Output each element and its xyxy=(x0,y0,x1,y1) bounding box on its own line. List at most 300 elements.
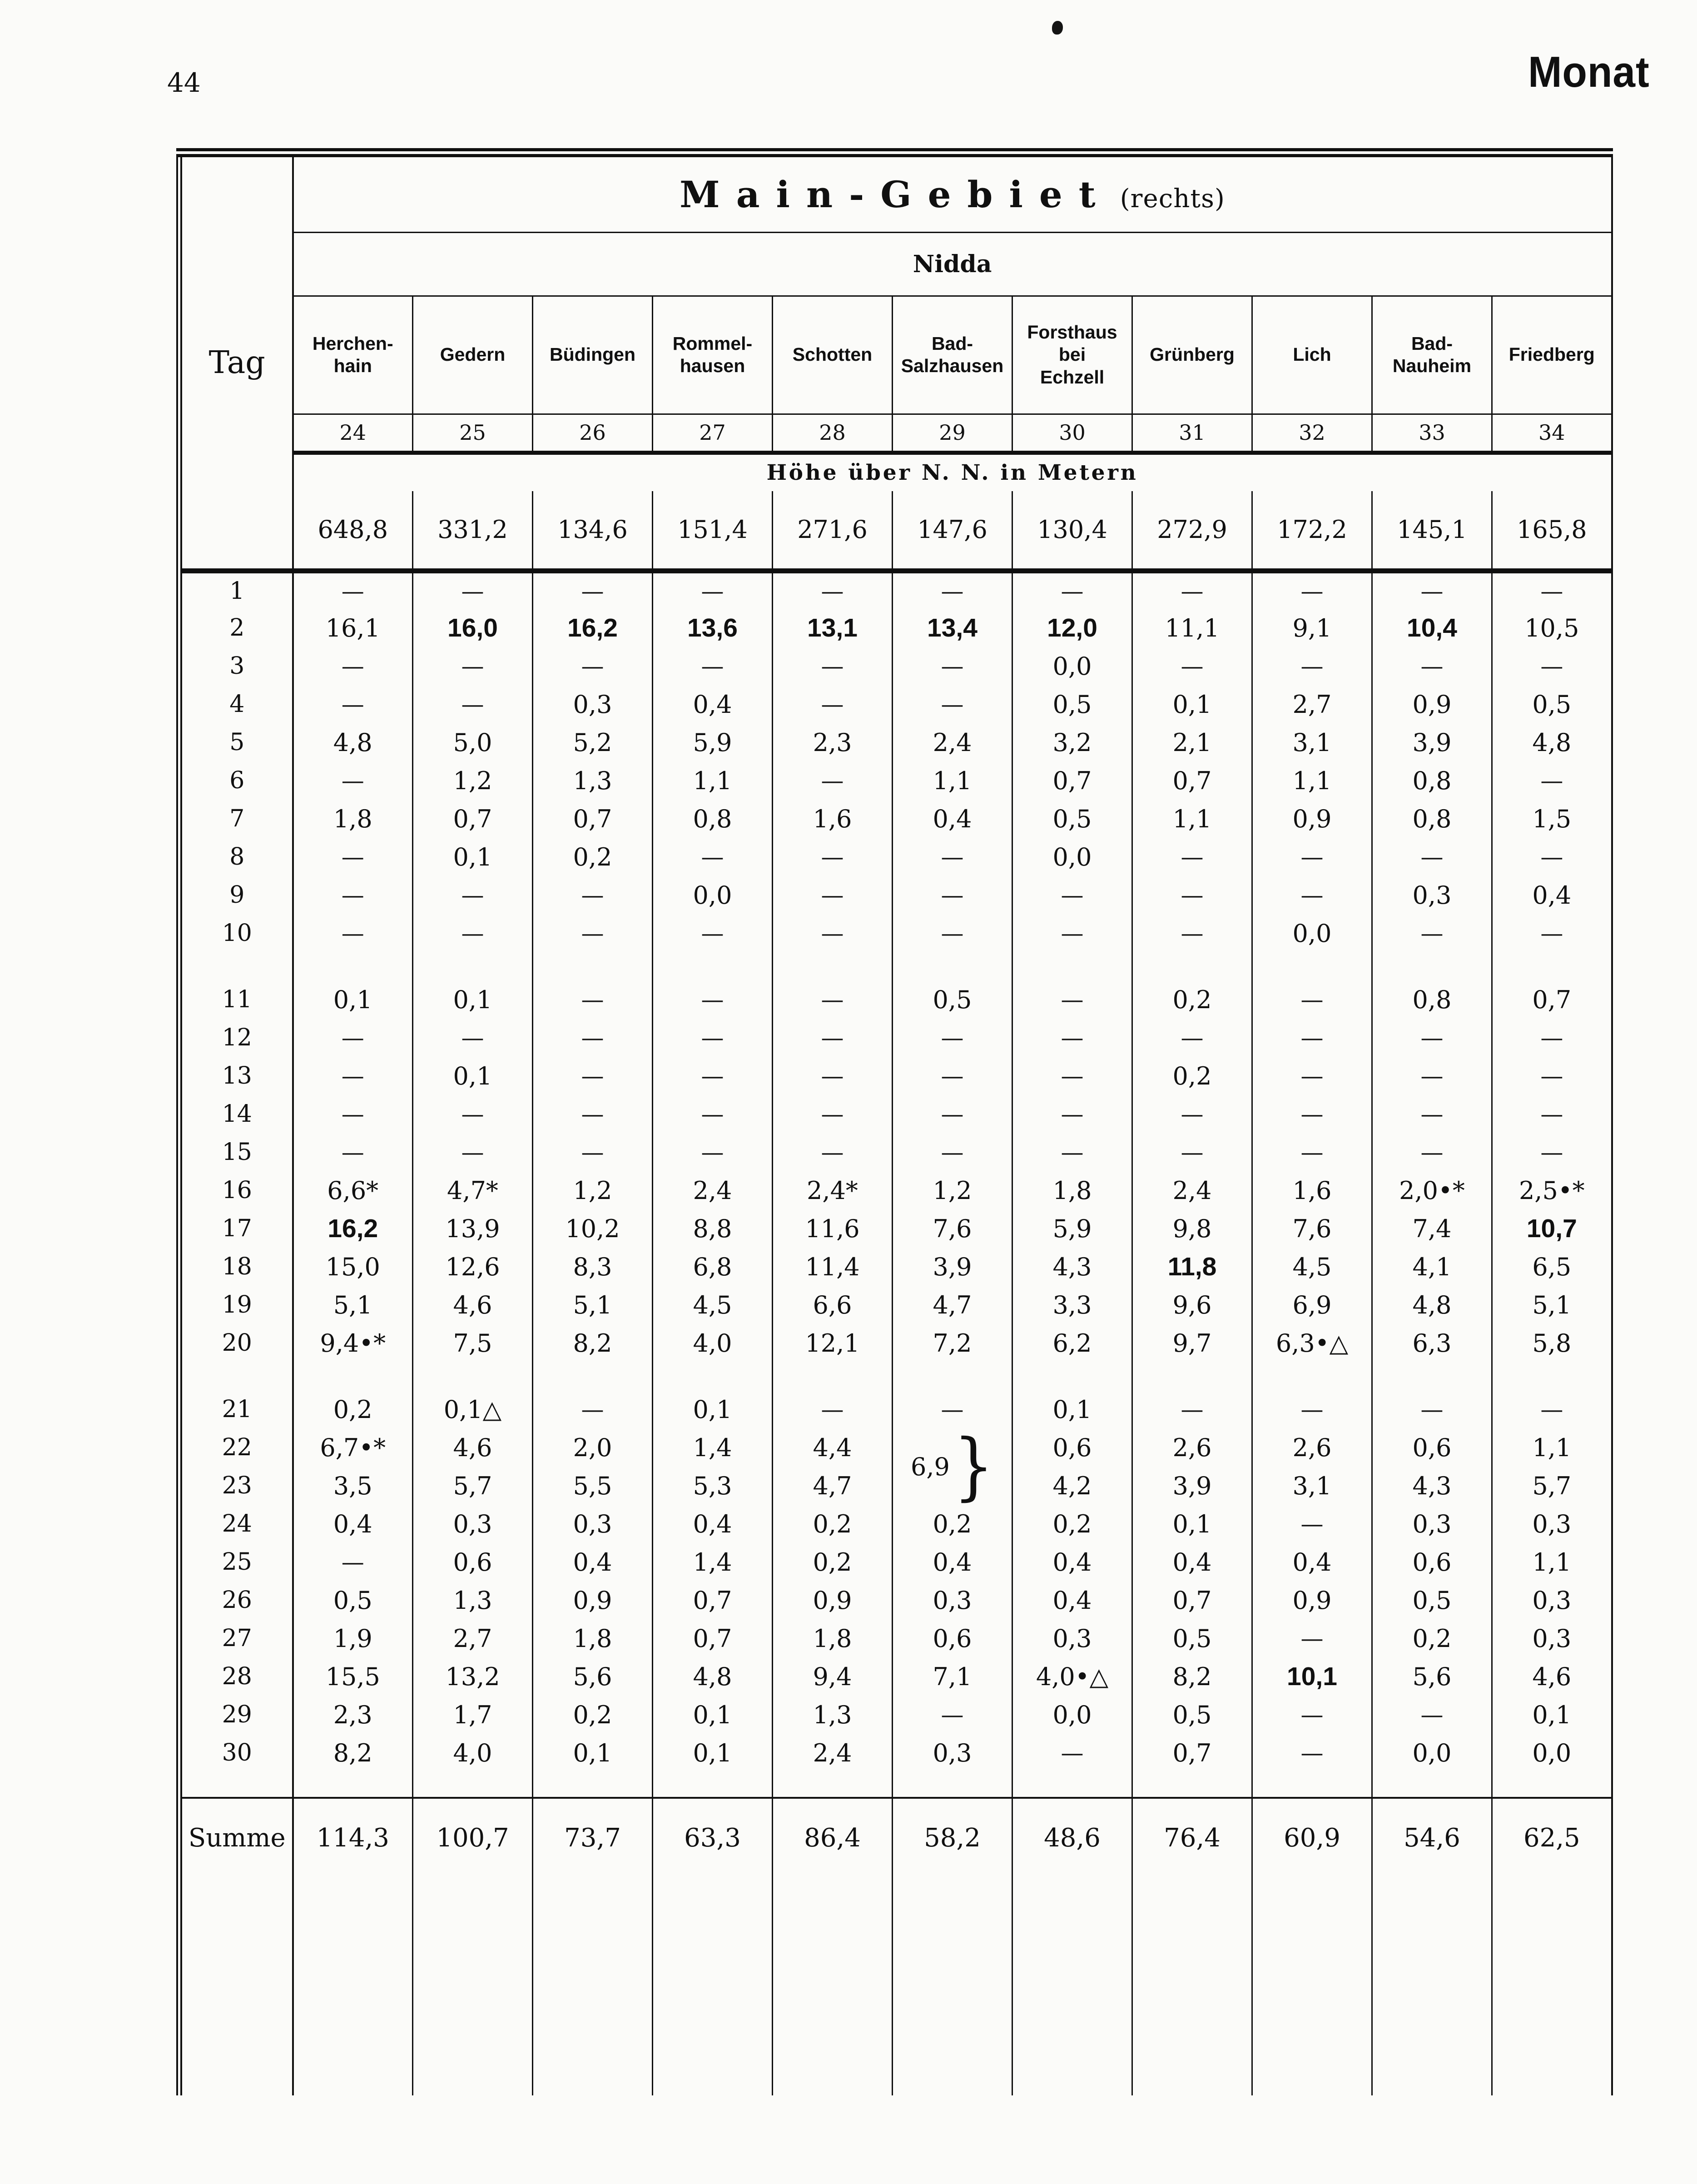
spacer-cell xyxy=(773,1772,893,1798)
day-value: 0,2 xyxy=(1132,1057,1252,1095)
day-value: 6,5 xyxy=(1492,1248,1612,1286)
day-value: — xyxy=(1132,1390,1252,1428)
day-row xyxy=(179,980,1612,1019)
day-value: 2,3 xyxy=(293,1696,413,1734)
day-number: 2 xyxy=(229,614,245,642)
day-number: 20 xyxy=(222,1329,252,1357)
region-title: Main-Gebiet xyxy=(680,173,1112,216)
day-row xyxy=(179,838,1612,876)
day-value: 0,9 xyxy=(1372,685,1492,723)
station-header: Friedberg xyxy=(1492,296,1612,414)
day-value: — xyxy=(893,571,1012,609)
day-number: 10 xyxy=(222,920,252,947)
day-value: 13,4 xyxy=(893,609,1012,647)
day-value: — xyxy=(533,647,653,685)
day-value: — xyxy=(653,1133,773,1171)
day-value: — xyxy=(413,1095,533,1133)
day-value: — xyxy=(1012,1734,1132,1772)
day-value: 3,9 xyxy=(893,1248,1012,1286)
day-value: 3,5 xyxy=(293,1467,413,1505)
measurement-table xyxy=(176,148,1613,2095)
day-number: 17 xyxy=(222,1215,252,1242)
station-elevation: 271,6 xyxy=(773,491,893,571)
day-value: 4,7 xyxy=(893,1286,1012,1324)
day-value: 0,3 xyxy=(533,685,653,723)
day-number: 4 xyxy=(229,691,245,718)
day-value: — xyxy=(1492,1133,1612,1171)
day-value: 4,0 xyxy=(653,1324,773,1362)
day-number: 15 xyxy=(222,1139,252,1166)
day-value: — xyxy=(533,1095,653,1133)
day-value: 0,1 xyxy=(293,980,413,1019)
day-value: 3,9 xyxy=(1372,723,1492,761)
sum-value: 73,7 xyxy=(533,1798,653,1877)
day-value: 0,7 xyxy=(1132,1734,1252,1772)
spacer-cell xyxy=(1132,1362,1252,1390)
day-value: 1,3 xyxy=(773,1696,893,1734)
merged-value: 6,9 xyxy=(911,1452,950,1481)
day-value: 3,1 xyxy=(1252,723,1372,761)
day-row xyxy=(179,914,1612,952)
day-value: — xyxy=(893,838,1012,876)
day-value: — xyxy=(1372,1019,1492,1057)
day-row xyxy=(179,800,1612,838)
day-value: 4,0•△ xyxy=(1012,1657,1132,1696)
day-value: 11,8 xyxy=(1132,1248,1252,1286)
day-value: 0,0 xyxy=(1012,1696,1132,1734)
day-value: — xyxy=(1132,914,1252,952)
day-value: 1,1 xyxy=(1492,1543,1612,1581)
day-value: 0,9 xyxy=(1252,800,1372,838)
spacer-cell xyxy=(179,1877,293,2095)
day-value: 0,6 xyxy=(1372,1543,1492,1581)
day-value: 4,5 xyxy=(1252,1248,1372,1286)
day-value: 6,6* xyxy=(293,1171,413,1209)
day-value: 8,2 xyxy=(1132,1657,1252,1696)
station-elevation-row xyxy=(179,491,1612,571)
day-value: 0,3 xyxy=(1492,1619,1612,1657)
day-value: 1,8 xyxy=(1012,1171,1132,1209)
station-elevation: 165,8 xyxy=(1492,491,1612,571)
spacer-cell xyxy=(1132,1877,1252,2095)
day-value: 0,2 xyxy=(1132,980,1252,1019)
day-value: 4,4 xyxy=(773,1428,893,1467)
station-elevation: 151,4 xyxy=(653,491,773,571)
day-value: 0,5 xyxy=(293,1581,413,1619)
spacer-cell xyxy=(413,952,533,980)
day-value: 12,1 xyxy=(773,1324,893,1362)
day-value: 0,1 xyxy=(653,1734,773,1772)
day-value: 6,2 xyxy=(1012,1324,1132,1362)
day-number: 16 xyxy=(222,1177,252,1204)
day-value: — xyxy=(1132,1133,1252,1171)
day-value: — xyxy=(1252,571,1372,609)
day-row xyxy=(179,1209,1612,1248)
day-number: 5 xyxy=(229,729,245,756)
day-number: 8 xyxy=(229,843,245,871)
day-value: 1,3 xyxy=(413,1581,533,1619)
day-value: 7,4 xyxy=(1372,1209,1492,1248)
day-value: 2,3 xyxy=(773,723,893,761)
station-header: Bad- Nauheim xyxy=(1372,296,1492,414)
station-header: Gedern xyxy=(413,296,533,414)
day-value: — xyxy=(293,838,413,876)
day-value: 0,0 xyxy=(1012,838,1132,876)
station-elevation: 145,1 xyxy=(1372,491,1492,571)
spacer-cell xyxy=(1372,952,1492,980)
spacer-cell xyxy=(413,1362,533,1390)
station-header: Lich xyxy=(1252,296,1372,414)
station-elevation: 130,4 xyxy=(1012,491,1132,571)
page-number: 44 xyxy=(167,67,201,98)
day-number: 1 xyxy=(229,577,245,605)
station-header: Forsthaus bei Echzell xyxy=(1012,296,1132,414)
station-elevation: 331,2 xyxy=(413,491,533,571)
spacer-cell xyxy=(1492,1772,1612,1798)
day-value: — xyxy=(1372,647,1492,685)
day-value: 2,1 xyxy=(1132,723,1252,761)
day-row xyxy=(179,1095,1612,1133)
day-value: — xyxy=(1132,1019,1252,1057)
day-value: 0,7 xyxy=(413,800,533,838)
day-value: 1,7 xyxy=(413,1696,533,1734)
day-value: — xyxy=(1132,647,1252,685)
day-value: — xyxy=(893,685,1012,723)
day-value: 4,6 xyxy=(1492,1657,1612,1696)
day-value: 1,9 xyxy=(293,1619,413,1657)
day-value: 16,0 xyxy=(413,609,533,647)
day-value: — xyxy=(893,1095,1012,1133)
day-value: 0,7 xyxy=(1012,761,1132,800)
day-value: 5,1 xyxy=(1492,1286,1612,1324)
measurement-table-wrap xyxy=(176,148,1613,2095)
day-value: 0,0 xyxy=(1012,647,1132,685)
day-value: 9,4 xyxy=(773,1657,893,1696)
day-value: 2,4 xyxy=(773,1734,893,1772)
day-number: 19 xyxy=(222,1291,252,1318)
day-value: 6,3 xyxy=(1372,1324,1492,1362)
day-value: 5,6 xyxy=(533,1657,653,1696)
day-value: — xyxy=(893,876,1012,914)
day-value: 0,1 xyxy=(533,1734,653,1772)
day-value: — xyxy=(653,1057,773,1095)
day-value: 9,7 xyxy=(1132,1324,1252,1362)
day-value: 10,5 xyxy=(1492,609,1612,647)
day-value: — xyxy=(1372,914,1492,952)
day-value: 11,4 xyxy=(773,1248,893,1286)
day-value: 0,4 xyxy=(1252,1543,1372,1581)
day-number: 12 xyxy=(222,1024,252,1051)
day-value: 0,7 xyxy=(1492,980,1612,1019)
day-value: 4,8 xyxy=(1372,1286,1492,1324)
day-value: — xyxy=(1492,838,1612,876)
day-value: — xyxy=(293,1019,413,1057)
day-row xyxy=(179,1734,1612,1772)
spacer-cell xyxy=(1012,1362,1132,1390)
day-row xyxy=(179,1324,1612,1362)
spacer-cell xyxy=(1012,1877,1132,2095)
day-value: 0,7 xyxy=(653,1581,773,1619)
day-value: — xyxy=(773,647,893,685)
day-value: 0,2 xyxy=(533,1696,653,1734)
day-value: 9,6 xyxy=(1132,1286,1252,1324)
station-header: Rommel- hausen xyxy=(653,296,773,414)
day-value: 4,6 xyxy=(413,1428,533,1467)
spacer-cell xyxy=(293,1772,413,1798)
day-value: 0,0 xyxy=(1492,1734,1612,1772)
day-value: — xyxy=(1252,876,1372,914)
day-value: — xyxy=(653,571,773,609)
day-value: 1,1 xyxy=(1252,761,1372,800)
spacer-cell xyxy=(1252,1362,1372,1390)
spacer-cell xyxy=(653,952,773,980)
day-value: 5,1 xyxy=(533,1286,653,1324)
sum-value: 114,3 xyxy=(293,1798,413,1877)
day-value: — xyxy=(533,1133,653,1171)
day-value: 4,3 xyxy=(1372,1467,1492,1505)
day-value: 0,6 xyxy=(413,1543,533,1581)
spacer-cell xyxy=(773,1877,893,2095)
day-value: 0,0 xyxy=(653,876,773,914)
sum-label: Summe xyxy=(179,1798,293,1877)
day-value: 2,7 xyxy=(413,1619,533,1657)
day-value: — xyxy=(1012,1133,1132,1171)
day-value: — xyxy=(293,1543,413,1581)
sum-value: 62,5 xyxy=(1492,1798,1612,1877)
day-value: — xyxy=(533,1019,653,1057)
day-row xyxy=(179,1657,1612,1696)
day-number: 9 xyxy=(229,881,245,909)
day-value: 0,4 xyxy=(1012,1543,1132,1581)
day-value: 5,0 xyxy=(413,723,533,761)
day-value: — xyxy=(1012,571,1132,609)
day-value: — xyxy=(293,685,413,723)
day-value: 0,2 xyxy=(1372,1619,1492,1657)
day-value: — xyxy=(1492,1019,1612,1057)
day-row xyxy=(179,571,1612,609)
station-number: 29 xyxy=(893,414,1012,453)
day-value: 0,5 xyxy=(893,980,1012,1019)
day-value: 1,6 xyxy=(773,800,893,838)
day-value: — xyxy=(1252,1619,1372,1657)
day-value: — xyxy=(773,685,893,723)
station-elevation: 648,8 xyxy=(293,491,413,571)
day-value: — xyxy=(1372,838,1492,876)
day-value: — xyxy=(413,1133,533,1171)
day-value: — xyxy=(413,876,533,914)
spacer-cell xyxy=(413,1772,533,1798)
day-value: 0,6 xyxy=(1012,1428,1132,1467)
day-value: 0,5 xyxy=(1012,685,1132,723)
day-value: — xyxy=(653,1095,773,1133)
day-value: 6,8 xyxy=(653,1248,773,1286)
day-value: 0,9 xyxy=(533,1581,653,1619)
day-value: — xyxy=(653,838,773,876)
station-number: 34 xyxy=(1492,414,1612,453)
day-value: 0,1△ xyxy=(413,1390,533,1428)
sum-row xyxy=(179,1798,1612,1877)
day-value: 6,7•* xyxy=(293,1428,413,1467)
day-value: 16,2 xyxy=(533,609,653,647)
day-value: 0,1 xyxy=(1132,685,1252,723)
day-value: — xyxy=(773,571,893,609)
spacer-cell xyxy=(179,952,293,980)
day-value: 4,3 xyxy=(1012,1248,1132,1286)
day-row xyxy=(179,1428,1612,1467)
day-value: — xyxy=(893,1696,1012,1734)
day-value: 0,3 xyxy=(1372,1505,1492,1543)
day-value: — xyxy=(293,876,413,914)
day-value: 0,3 xyxy=(1492,1581,1612,1619)
day-value: 10,7 xyxy=(1492,1209,1612,1248)
day-value: 1,5 xyxy=(1492,800,1612,838)
day-value: 0,7 xyxy=(1132,761,1252,800)
spacer-cell xyxy=(773,1362,893,1390)
brace-glyph: } xyxy=(953,1428,994,1505)
day-value: 1,2 xyxy=(893,1171,1012,1209)
day-value: 10,2 xyxy=(533,1209,653,1248)
spacer-cell xyxy=(179,1362,293,1390)
day-value: — xyxy=(1252,1133,1372,1171)
day-value: 11,6 xyxy=(773,1209,893,1248)
station-number-row xyxy=(179,414,1612,453)
day-value: 0,4 xyxy=(1132,1543,1252,1581)
day-value: 0,4 xyxy=(533,1543,653,1581)
day-value: 0,2 xyxy=(1012,1505,1132,1543)
day-value: 0,0 xyxy=(1372,1734,1492,1772)
day-value: 1,8 xyxy=(773,1619,893,1657)
day-value: 0,1 xyxy=(1492,1696,1612,1734)
day-value: — xyxy=(293,1133,413,1171)
day-row xyxy=(179,1248,1612,1286)
day-value: — xyxy=(1012,1095,1132,1133)
day-value: — xyxy=(533,914,653,952)
day-value: 5,3 xyxy=(653,1467,773,1505)
day-value: 1,8 xyxy=(293,800,413,838)
day-value: — xyxy=(293,914,413,952)
river-name: Nidda xyxy=(293,232,1612,296)
spacer-row xyxy=(179,1772,1612,1798)
day-row xyxy=(179,1619,1612,1657)
spacer-cell xyxy=(1372,1877,1492,2095)
day-value: 4,8 xyxy=(1492,723,1612,761)
sum-value: 86,4 xyxy=(773,1798,893,1877)
day-value: 9,8 xyxy=(1132,1209,1252,1248)
day-value: 13,6 xyxy=(653,609,773,647)
day-value: 4,7 xyxy=(773,1467,893,1505)
day-value: 0,4 xyxy=(1492,876,1612,914)
day-value: 5,8 xyxy=(1492,1324,1612,1362)
day-value: — xyxy=(773,1019,893,1057)
day-value: 16,1 xyxy=(293,609,413,647)
day-value: 10,1 xyxy=(1252,1657,1372,1696)
day-number: 23 xyxy=(222,1472,252,1499)
day-number: 27 xyxy=(222,1625,252,1652)
day-value: 0,4 xyxy=(653,685,773,723)
day-value: 2,7 xyxy=(1252,685,1372,723)
station-number: 27 xyxy=(653,414,773,453)
day-value: 0,1 xyxy=(413,1057,533,1095)
station-name-row xyxy=(179,296,1612,414)
station-elevation: 134,6 xyxy=(533,491,653,571)
day-value: — xyxy=(773,1057,893,1095)
day-value: 2,6 xyxy=(1252,1428,1372,1467)
day-value: 1,1 xyxy=(1492,1428,1612,1467)
day-value: 7,5 xyxy=(413,1324,533,1362)
day-value: 15,5 xyxy=(293,1657,413,1696)
day-value: — xyxy=(773,838,893,876)
day-value: — xyxy=(1252,838,1372,876)
day-value: — xyxy=(1492,1095,1612,1133)
day-value: 1,1 xyxy=(1132,800,1252,838)
day-value: 3,1 xyxy=(1252,1467,1372,1505)
day-value: 7,6 xyxy=(893,1209,1012,1248)
day-value: 4,1 xyxy=(1372,1248,1492,1286)
spacer-cell xyxy=(1252,1772,1372,1798)
day-value: — xyxy=(1492,647,1612,685)
day-value: 0,3 xyxy=(893,1734,1012,1772)
day-value: 0,2 xyxy=(773,1543,893,1581)
day-value: — xyxy=(1252,1696,1372,1734)
day-number: 18 xyxy=(222,1253,252,1280)
day-value: — xyxy=(1012,914,1132,952)
day-value: 2,4* xyxy=(773,1171,893,1209)
day-number: 22 xyxy=(222,1434,252,1461)
station-number: 26 xyxy=(533,414,653,453)
day-value: 12,0 xyxy=(1012,609,1132,647)
day-value: — xyxy=(1132,876,1252,914)
day-value: 4,5 xyxy=(653,1286,773,1324)
day-value: 0,2 xyxy=(533,838,653,876)
spacer-cell xyxy=(533,1772,653,1798)
month-heading: Monat xyxy=(1528,48,1650,96)
day-value: 2,0 xyxy=(533,1428,653,1467)
day-value: — xyxy=(293,647,413,685)
day-value: — xyxy=(293,1057,413,1095)
day-value: — xyxy=(1372,1057,1492,1095)
day-value: 8,3 xyxy=(533,1248,653,1286)
day-value: 0,7 xyxy=(653,1619,773,1657)
day-value: 0,5 xyxy=(1372,1581,1492,1619)
day-value: 0,4 xyxy=(653,1505,773,1543)
day-value: 1,2 xyxy=(533,1171,653,1209)
sum-value: 60,9 xyxy=(1252,1798,1372,1877)
day-value: — xyxy=(1252,1505,1372,1543)
spacer-cell xyxy=(653,1877,773,2095)
day-value: 7,2 xyxy=(893,1324,1012,1362)
day-number: 29 xyxy=(222,1701,252,1728)
day-value: — xyxy=(1492,571,1612,609)
day-row xyxy=(179,876,1612,914)
day-value: — xyxy=(893,1390,1012,1428)
day-value: 0,3 xyxy=(413,1505,533,1543)
day-number: 26 xyxy=(222,1587,252,1614)
day-number: 25 xyxy=(222,1548,252,1576)
day-number: 28 xyxy=(222,1663,252,1690)
day-value: — xyxy=(1012,1019,1132,1057)
sum-value: 58,2 xyxy=(893,1798,1012,1877)
day-value: 1,8 xyxy=(533,1619,653,1657)
day-value: — xyxy=(413,1019,533,1057)
day-value: — xyxy=(1492,914,1612,952)
day-value: 0,5 xyxy=(1012,800,1132,838)
day-value: 5,7 xyxy=(1492,1467,1612,1505)
day-value: — xyxy=(1132,1095,1252,1133)
day-value: — xyxy=(1372,571,1492,609)
day-value: 0,2 xyxy=(893,1505,1012,1543)
day-value: 5,9 xyxy=(1012,1209,1132,1248)
spacer-cell xyxy=(533,1362,653,1390)
